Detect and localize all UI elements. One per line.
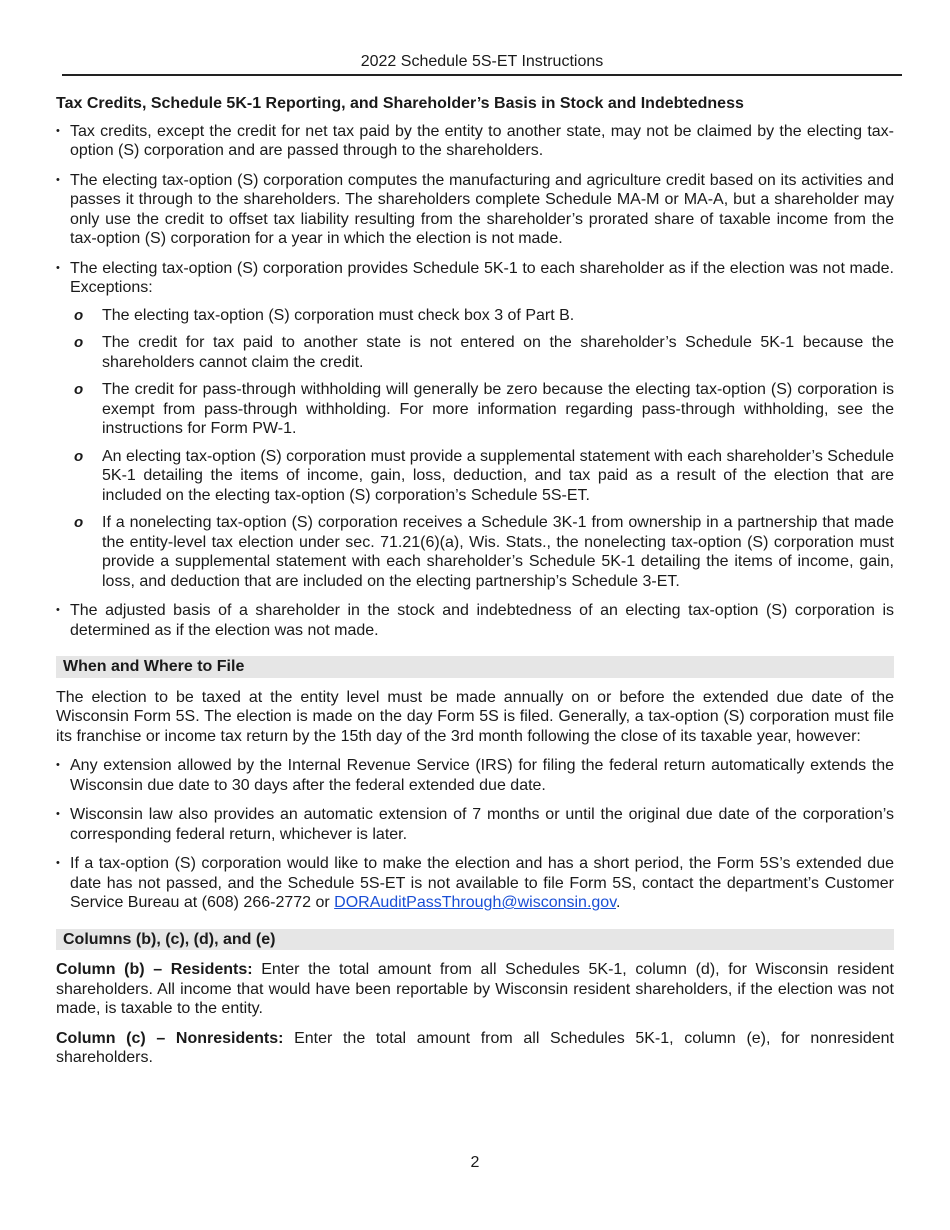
page-header: 2022 Schedule 5S-ET Instructions (360, 53, 604, 70)
circle-bullet-icon: o (74, 334, 84, 351)
list-item: • The electing tax-option (S) corporation computes the manufacturing and agriculture credit based on its activities and passes it through to the shareholders. The shareholders complete Schedule MA-M or MA-A, but a shareholder may only use the credit to offset tax liability resulting from the shareholder’s prorated share of taxable income from the tax-option (S) corporation for a year in which the election is not made. (56, 171, 894, 247)
bullet-icon: • (56, 808, 60, 820)
section-title-columns: Columns (b), (c), (d), and (e) (56, 929, 894, 951)
sub-list-item: o The electing tax-option (S) corporation must check box 3 of Part B. (74, 306, 575, 324)
list-item: • If a tax-option (S) corporation would like to make the election and has a short period, the Form 5S’s extended due date has not passed, and the Schedule 5S-ET is not available to file Form 5S, contact the department’s Customer Service Bureau at (608) 266-2772 or DORAuditPassThrough@wisconsin.gov. (56, 855, 894, 911)
circle-bullet-icon: o (74, 381, 84, 398)
section-title-tax-credits: Tax Credits, Schedule 5K-1 Reporting, and Shareholder’s Basis in Stock and Indebtedness (56, 95, 744, 112)
header-rule (62, 74, 902, 76)
when-where-list (56, 756, 894, 913)
sub-list-item: o The credit for pass-through withholding will generally be zero because the electing tax-option (S) corporation is exempt from pass-through withholding. For more information regarding pass-through withholding, see the instructions for Form PW-1. (74, 381, 894, 437)
bullet-icon: • (56, 857, 60, 869)
page-number: 2 (470, 1154, 480, 1171)
circle-bullet-icon: o (74, 447, 84, 465)
list-item: • Tax credits, except the credit for net tax paid by the entity to another state, may not be claimed by the electing tax-option (S) corporation and are passed through to the shareholders. (56, 122, 894, 159)
list-item: • The electing tax-option (S) corporation provides Schedule 5K-1 to each shareholder as if the election was not made. Exceptions: o The electing tax-option (S) corporation must check box 3 of Part B. o The credit for tax paid to another state is not entered on the shareholder’s Schedule 5K-1 because the shareholders cannot claim the credit. o The credit for pass-through withholding will generally be zero because the electing tax-option (S) corporation is exempt from pass-through withholding. For more information regarding pass-through withholding, see the instructions for Form PW-1. o An electing tax-option (S) corporation must provide a supplemental statement with each shareholder’s Schedule 5K-1 detailing the items of income, gain, loss, deduction, and tax paid as a result of the election that are included on the electing tax-option (S) corporation’s Schedule 5S-ET. o If a nonelecting tax-option (S) corporation receives a Schedule 3K-1 from ownership in a partnership that made the entity-level tax election under sec. 71.21(6)(a), Wis. Stats., the nonelecting tax-option (S) corporation must provide a supplemental statement with each shareholder’s Schedule 5K-1 detailing the items of income, gain, loss, and deduction that are included on the electing partnership’s Schedule 3-ET. (56, 259, 894, 590)
exceptions-list (56, 306, 894, 592)
tax-credits-list (56, 122, 894, 641)
bullet-icon: • (56, 604, 60, 616)
list-item: • Wisconsin law also provides an automatic extension of 7 months or until the original due date of the corporation’s corresponding federal return, whichever is later. (56, 806, 894, 843)
sub-list-item: o An electing tax-option (S) corporation must provide a supplemental statement with each shareholder’s Schedule 5K-1 detailing the items of income, gain, loss, deduction, and tax paid as a result of the election that are included on the electing tax-option (S) corporation’s Schedule 5S-ET. (74, 447, 894, 504)
circle-bullet-icon: o (74, 514, 84, 531)
column-c-paragraph: Column (c) – Nonresidents: Enter the total amount from all Schedules 5K-1, column (e), for nonresident shareholders. (56, 1029, 894, 1066)
email-link[interactable]: DORAuditPassThrough@wisconsin.gov (334, 894, 616, 911)
bullet-icon: • (56, 759, 60, 771)
bullet-icon: • (56, 261, 60, 274)
bullet-icon: • (56, 124, 60, 137)
section-title-when-where: When and Where to File (56, 656, 894, 678)
when-where-paragraph: The election to be taxed at the entity level must be made annually on or before the extended due date of the Wisconsin Form 5S. The election is made on the day Form 5S is filed. Generally, a tax-option (S) corporation must file its franchise or income tax return by the 15th day of the 3rd month following the close of its taxable year, however: (56, 688, 894, 745)
sub-list-item: o If a nonelecting tax-option (S) corporation receives a Schedule 3K-1 from ownership in a partnership that made the entity-level tax election under sec. 71.21(6)(a), Wis. Stats., the nonelecting tax-option (S) corporation must provide a supplemental statement with each shareholder’s Schedule 5K-1 detailing the items of income, gain, loss, and deduction that are included on the electing partnership’s Schedule 3-ET. (74, 514, 894, 590)
list-item: • Any extension allowed by the Internal Revenue Service (IRS) for filing the federal return automatically extends the Wisconsin due date to 30 days after the federal extended due date. (56, 757, 894, 794)
document-body (56, 94, 894, 1078)
bullet-icon: • (56, 173, 60, 186)
sub-list-item: o The credit for tax paid to another state is not entered on the shareholder’s Schedule 5K-1 because the shareholders cannot claim the credit. (74, 334, 894, 371)
column-b-paragraph: Column (b) – Residents: Enter the total amount from all Schedules 5K-1, column (d), for Wisconsin resident shareholders. All income that would have been reportable by Wisconsin resident shareholders, if the election was not made, is taxable to the entity. (56, 961, 894, 1017)
circle-bullet-icon: o (74, 306, 84, 324)
list-item: • The adjusted basis of a shareholder in the stock and indebtedness of an electing tax-option (S) corporation is determined as if the election was not made. (56, 602, 894, 639)
